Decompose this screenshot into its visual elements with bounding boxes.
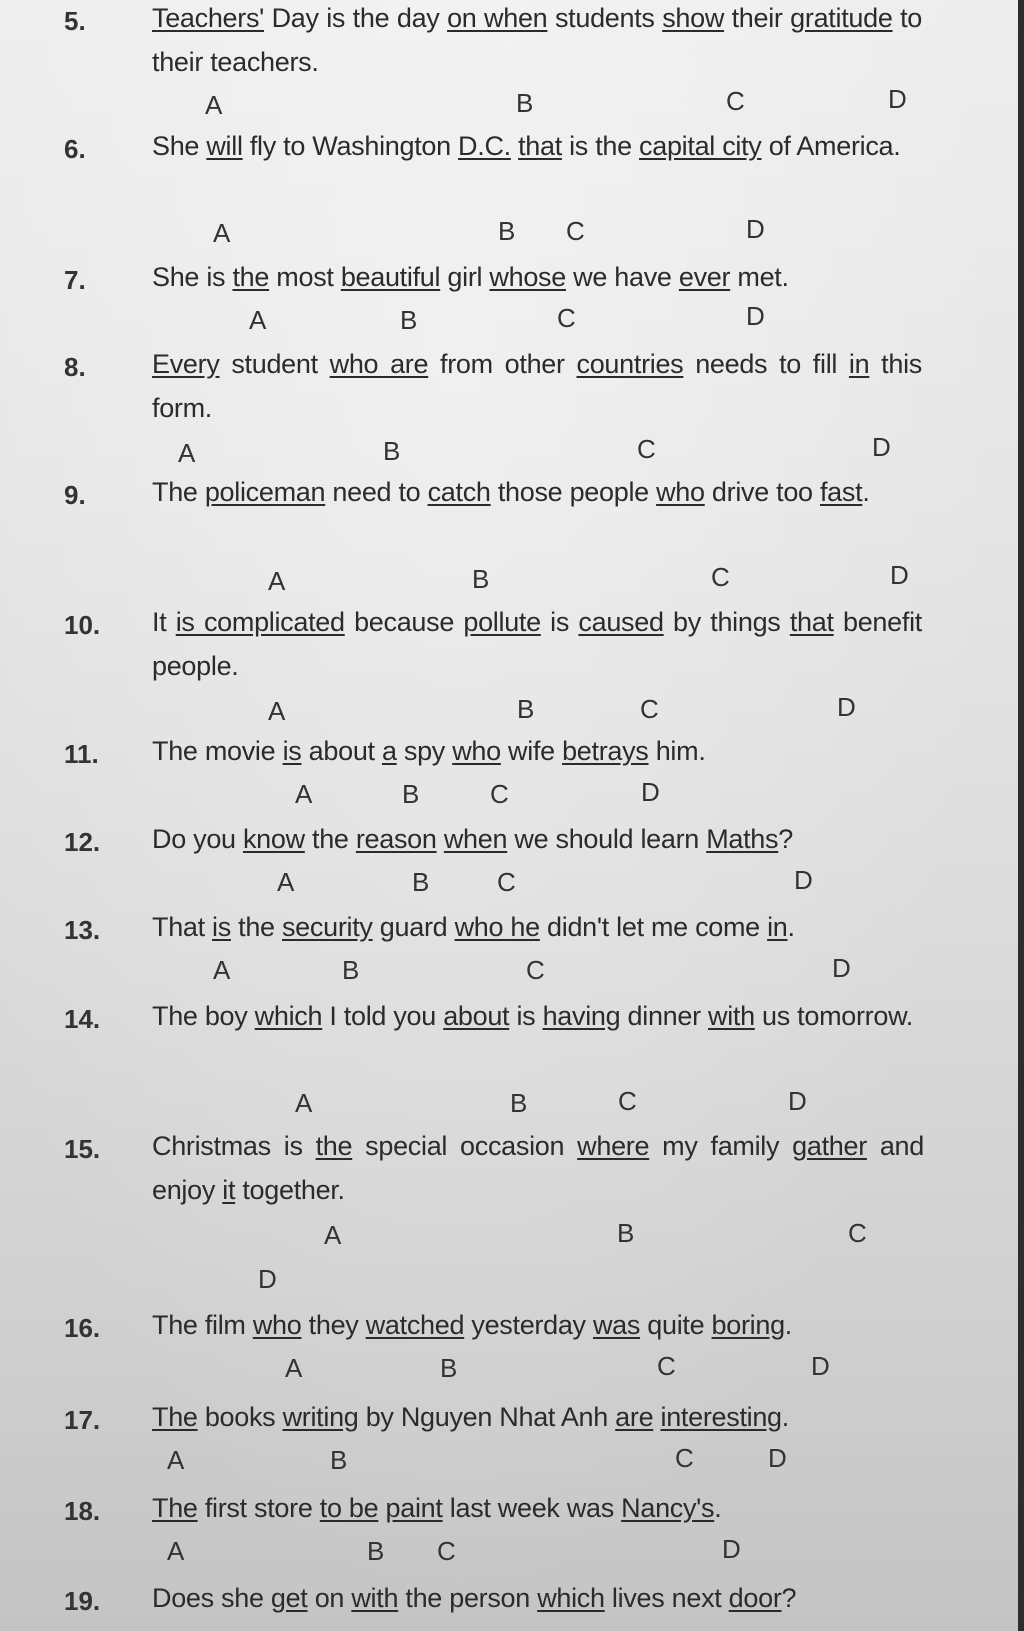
option-d-label: D [888, 84, 907, 114]
option-a-label: A [277, 867, 295, 897]
option-d-label: D [832, 953, 851, 983]
option-b-label: B [472, 564, 490, 594]
question-text [152, 124, 922, 168]
option-a-label: A [178, 438, 196, 468]
question-text [152, 817, 922, 861]
sentence-text: The boy [152, 1001, 255, 1031]
underlined-word: where [577, 1131, 650, 1161]
sentence-text: by things [663, 607, 790, 637]
underlined-word: which [254, 1001, 323, 1031]
sentence-text: us tomorrow. [754, 1001, 913, 1031]
question-text [152, 1576, 922, 1620]
sentence-text: the [230, 912, 282, 942]
sentence-text [653, 1402, 660, 1432]
sentence-text: they [301, 1310, 366, 1340]
sentence-text: fly to Washington [242, 131, 459, 161]
sentence-text: him. [648, 736, 706, 766]
sentence-text: . [787, 912, 795, 942]
underlined-word: about [443, 1001, 510, 1031]
question-text [152, 905, 922, 949]
underlined-word: is [282, 736, 302, 766]
underlined-word: that [789, 607, 834, 637]
sentence-text: yesterday [464, 1310, 593, 1340]
option-d-label: D [890, 560, 909, 590]
underlined-word: Every [152, 349, 220, 379]
sentence-text: guard [372, 912, 455, 942]
underlined-word: The [152, 1493, 198, 1523]
sentence-text: my family [649, 1131, 793, 1161]
sentence-text: Day is the day [264, 3, 448, 33]
underlined-word: with [351, 1583, 399, 1613]
option-d-label: D [788, 1086, 807, 1116]
underlined-word: will [206, 131, 243, 161]
option-c-label: C [497, 867, 516, 897]
question-number: 5. [64, 6, 86, 36]
sentence-text: by Nguyen Nhat Anh [358, 1402, 616, 1432]
option-b-label: B [498, 216, 516, 246]
photo-edge [1018, 0, 1024, 1631]
underlined-word: who [252, 1310, 302, 1340]
underlined-word: get [270, 1583, 308, 1613]
question-number: 13. [64, 915, 101, 945]
underlined-word: that [518, 131, 562, 161]
sentence-text: is [509, 1001, 543, 1031]
sentence-text: ? [778, 824, 793, 854]
sentence-text: lives next [604, 1583, 729, 1613]
sentence-text: Does she [152, 1583, 271, 1613]
sentence-text: The film [152, 1310, 253, 1340]
sentence-text: need to [325, 477, 428, 507]
sentence-text: special occasion [352, 1131, 578, 1161]
sentence-text: drive too [704, 477, 820, 507]
question-number: 12. [64, 827, 101, 857]
sentence-text: student [219, 349, 330, 379]
question-number: 10. [64, 610, 101, 640]
sentence-text: about [301, 736, 382, 766]
question-number: 18. [64, 1496, 101, 1526]
sentence-text: and enjoy [152, 1131, 924, 1205]
underlined-word: who he [454, 912, 540, 942]
option-c-label: C [526, 955, 545, 985]
option-b-label: B [330, 1445, 348, 1475]
question-text [152, 0, 922, 84]
underlined-word: show [662, 3, 725, 33]
sentence-text: most [269, 262, 341, 292]
option-d-label: D [794, 865, 813, 895]
question-text [152, 255, 922, 299]
option-c-label: C [618, 1086, 637, 1116]
sentence-text: She [152, 131, 207, 161]
underlined-word: ever [678, 262, 731, 292]
option-c-label: C [437, 1536, 456, 1566]
sentence-text: Christmas is [152, 1131, 316, 1161]
underlined-word: whose [489, 262, 566, 292]
underlined-word: to be [319, 1493, 379, 1523]
question-text [152, 1486, 922, 1530]
underlined-word: door [728, 1583, 782, 1613]
question-text [152, 1395, 922, 1439]
underlined-word: it [222, 1175, 236, 1205]
option-d-label: D [837, 692, 856, 722]
sentence-text: we have [565, 262, 679, 292]
underlined-word: betrays [562, 736, 649, 766]
question-number: 16. [64, 1313, 101, 1343]
underlined-word: catch [427, 477, 491, 507]
sentence-text: wife [500, 736, 563, 766]
option-a-label: A [213, 218, 231, 248]
sentence-text: met. [730, 262, 789, 292]
sentence-text: needs to fill [683, 349, 849, 379]
sentence-text: their [724, 3, 791, 33]
option-a-label: A [205, 90, 223, 120]
underlined-word: who are [329, 349, 429, 379]
option-c-label: C [640, 694, 659, 724]
sentence-text: didn't let me come [539, 912, 768, 942]
underlined-word: a [381, 736, 397, 766]
sentence-text [378, 1493, 385, 1523]
sentence-text: those people [490, 477, 657, 507]
option-a-label: A [213, 955, 231, 985]
option-b-label: B [342, 955, 360, 985]
option-b-label: B [402, 779, 420, 809]
question-text [152, 1124, 924, 1212]
question-number: 17. [64, 1405, 101, 1435]
underlined-word: on when [447, 3, 548, 33]
sentence-text: is [540, 607, 579, 637]
underlined-word: is [212, 912, 231, 942]
option-d-label: D [872, 432, 891, 462]
sentence-text: is the [561, 131, 640, 161]
underlined-word: was [592, 1310, 641, 1340]
question-number: 9. [64, 480, 86, 510]
underlined-word: interesting [660, 1402, 782, 1432]
sentence-text: I told you [322, 1001, 444, 1031]
sentence-text: because [344, 607, 464, 637]
option-a-label: A [295, 779, 313, 809]
sentence-text: the [304, 824, 356, 854]
underlined-word: pollute [463, 607, 541, 637]
underlined-word: Nancy's [621, 1493, 715, 1523]
sentence-text: . [784, 1310, 792, 1340]
sentence-text: Do you [152, 824, 243, 854]
underlined-word: who [656, 477, 705, 507]
underlined-word: writing [282, 1402, 359, 1432]
underlined-word: fast [819, 477, 863, 507]
question-number: 11. [64, 739, 99, 769]
option-b-label: B [383, 436, 401, 466]
option-a-label: A [268, 566, 286, 596]
option-c-label: C [566, 216, 585, 246]
underlined-word: The [152, 1402, 198, 1432]
question-text [152, 470, 922, 514]
underlined-word: who [452, 736, 501, 766]
underlined-word: are [615, 1402, 654, 1432]
underlined-word: in [767, 912, 788, 942]
option-d-label: D [641, 777, 660, 807]
option-a-label: A [167, 1445, 185, 1475]
option-c-label: C [711, 562, 730, 592]
sentence-text: . [781, 1402, 789, 1432]
option-c-label: C [848, 1218, 867, 1248]
question-text [152, 1303, 922, 1347]
sentence-text: . [862, 477, 870, 507]
option-d-label: D [768, 1443, 787, 1473]
sentence-text: we should learn [507, 824, 707, 854]
underlined-word: D.C. [458, 131, 511, 161]
option-c-label: C [637, 434, 656, 464]
sentence-text: girl [440, 262, 490, 292]
option-b-label: B [517, 694, 535, 724]
sentence-text: from other [428, 349, 577, 379]
underlined-word: Maths [706, 824, 779, 854]
underlined-word: know [242, 824, 305, 854]
option-a-label: A [295, 1088, 313, 1118]
option-d-label: D [811, 1351, 830, 1381]
underlined-word: caused [578, 607, 664, 637]
underlined-word: the [315, 1131, 353, 1161]
sentence-text: books [197, 1402, 283, 1432]
question-number: 19. [64, 1586, 101, 1616]
sentence-text: The [152, 477, 205, 507]
underlined-word: countries [576, 349, 684, 379]
sentence-text [511, 131, 518, 161]
sentence-text: students [547, 3, 663, 33]
sentence-text: dinner [620, 1001, 709, 1031]
underlined-word: having [542, 1001, 621, 1031]
sentence-text: on [307, 1583, 352, 1613]
sentence-text: the person [398, 1583, 538, 1613]
underlined-word: reason [355, 824, 437, 854]
option-b-label: B [440, 1353, 458, 1383]
sentence-text: quite [640, 1310, 712, 1340]
question-number: 15. [64, 1134, 101, 1164]
underlined-word: security [281, 912, 373, 942]
question-text [152, 600, 922, 688]
question-text [152, 994, 928, 1038]
option-c-label: C [675, 1443, 694, 1473]
option-c-label: C [657, 1351, 676, 1381]
option-a-label: A [268, 696, 286, 726]
option-b-label: B [617, 1218, 635, 1248]
sentence-text: The movie [152, 736, 283, 766]
sentence-text: That [152, 912, 213, 942]
underlined-word: watched [365, 1310, 465, 1340]
question-text [152, 729, 922, 773]
sentence-text: of America. [761, 131, 901, 161]
option-d-label: D [722, 1534, 741, 1564]
question-text [152, 342, 922, 430]
option-b-label: B [510, 1088, 528, 1118]
option-c-label: C [557, 303, 576, 333]
underlined-word: when [443, 824, 508, 854]
option-a-label: A [249, 305, 267, 335]
question-number: 14. [64, 1004, 101, 1034]
question-number: 7. [64, 265, 86, 295]
underlined-word: beautiful [340, 262, 441, 292]
option-d-label: D [746, 214, 765, 244]
underlined-word: with [708, 1001, 755, 1031]
option-d-label: D [746, 301, 765, 331]
option-a-label: A [285, 1353, 303, 1383]
underlined-word: capital city [639, 131, 762, 161]
sentence-text: last week was [442, 1493, 622, 1523]
option-b-label: B [516, 88, 534, 118]
sentence-text: It [152, 607, 176, 637]
underlined-word: in [848, 349, 870, 379]
option-c-label: C [726, 86, 745, 116]
sentence-text: to their teachers. [152, 3, 923, 77]
underlined-word: policeman [204, 477, 326, 507]
sentence-text: together. [235, 1175, 345, 1205]
option-b-label: B [412, 867, 430, 897]
option-a-label: A [324, 1220, 342, 1250]
option-b-label: B [367, 1536, 385, 1566]
sentence-text: She is [152, 262, 233, 292]
option-d-label: D [258, 1264, 277, 1294]
sentence-text: ? [781, 1583, 797, 1613]
question-number: 6. [64, 134, 86, 164]
underlined-word: gather [792, 1131, 867, 1161]
sentence-text: benefit people. [152, 607, 922, 681]
sentence-text: spy [396, 736, 453, 766]
underlined-word: paint [385, 1493, 443, 1523]
sentence-text: this form. [152, 349, 922, 423]
sentence-text [437, 824, 444, 854]
underlined-word: the [232, 262, 270, 292]
sentence-text: first store [197, 1493, 320, 1523]
underlined-word: is complicated [175, 607, 345, 637]
underlined-word: gratitude [790, 3, 893, 33]
option-c-label: C [490, 779, 509, 809]
sentence-text: . [714, 1493, 722, 1523]
question-number: 8. [64, 352, 86, 382]
option-b-label: B [400, 305, 418, 335]
option-a-label: A [167, 1536, 185, 1566]
underlined-word: boring [711, 1310, 785, 1340]
underlined-word: which [537, 1583, 605, 1613]
underlined-word: Teachers' [152, 3, 265, 33]
